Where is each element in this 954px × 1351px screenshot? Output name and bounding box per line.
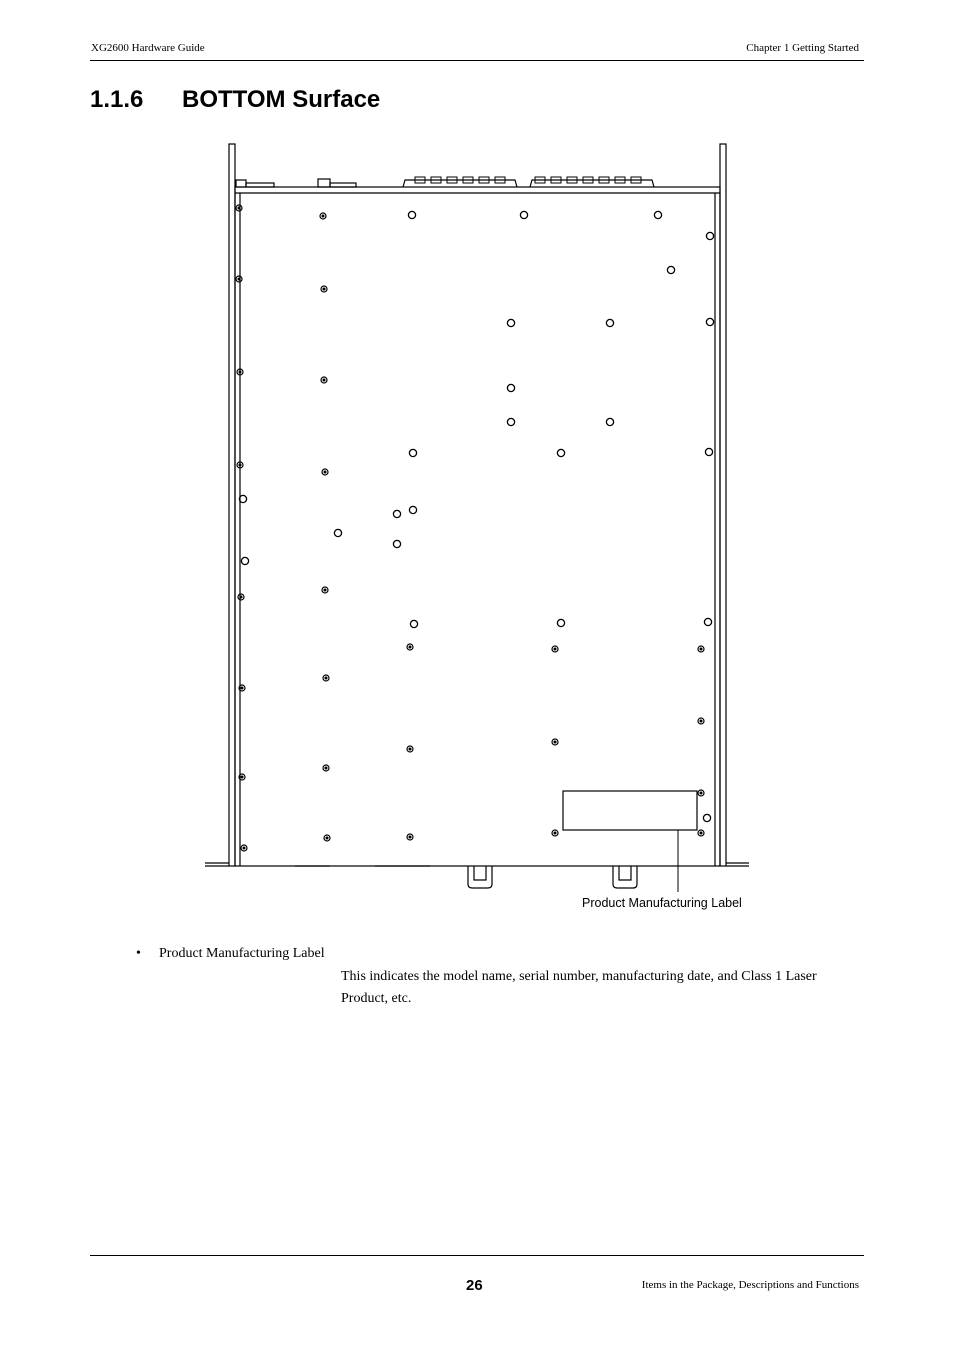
screw-rivet-center [700,720,702,722]
mounting-hole [393,540,400,547]
device-bottom-drawing [200,140,760,920]
screw-rivet-center [241,687,243,689]
screw-rivet-center [243,847,245,849]
mounting-hole [393,510,400,517]
mounting-hole [410,620,417,627]
bottom-surface-figure [200,140,760,920]
screw-rivet-center [323,379,325,381]
mounting-hole [409,449,416,456]
mounting-hole [241,557,248,564]
screw-rivet-center [409,646,411,648]
footer-section: Items in the Package, Descriptions and Functions [641,1279,859,1291]
mounting-hole [408,211,415,218]
screw-rivet-center [554,648,556,650]
mounting-hole [705,448,712,455]
screw-rivet-center [325,767,327,769]
screw-rivet-center [322,215,324,217]
mounting-hole [667,266,674,273]
screw-rivet-center [324,471,326,473]
port-connector [330,183,356,187]
port-connector [318,179,330,187]
screw-rivet-center [700,832,702,834]
screw-rivet-center [241,776,243,778]
mounting-hole [557,449,564,456]
screw-rivet-center [700,648,702,650]
mounting-hole [520,211,527,218]
screw-rivet-center [239,371,241,373]
product-manufacturing-label [563,791,697,830]
section-heading [90,86,380,114]
header-rule [90,60,864,61]
screw-rivet-center [239,464,241,466]
item-description: This indicates the model name, serial number, manufacturing date, and Class 1 Laser Product, etc. [341,969,817,1006]
screw-rivet-center [409,836,411,838]
header-chapter: Chapter 1 Getting Started [746,42,859,54]
section-title: BOTTOM Surface [182,86,381,113]
screw-rivet-center [554,832,556,834]
screw-rivet-center [323,288,325,290]
screw-rivet-center [240,596,242,598]
footer-rule [90,1255,864,1256]
mounting-hole [703,814,710,821]
screw-rivet-center [409,748,411,750]
callout-label: Product Manufacturing Label [582,896,742,910]
handle [468,866,492,888]
screw-rivet-center [554,741,556,743]
mounting-hole [557,619,564,626]
chassis-outline [235,187,720,866]
mounting-hole [507,319,514,326]
left-rack-ear [229,144,235,866]
mounting-hole [606,418,613,425]
port-connector [236,180,246,187]
mounting-hole [704,618,711,625]
section-number: 1.1.6 [90,86,144,113]
mounting-hole [706,318,713,325]
handle [613,866,637,888]
port-connector [246,183,274,187]
screw-rivet-center [324,589,326,591]
screw-rivet-center [238,207,240,209]
mounting-hole [606,319,613,326]
right-rack-ear [720,144,726,866]
screw-rivet-center [700,792,702,794]
item-bullet [136,946,325,962]
header-doc-title: XG2600 Hardware Guide [91,42,205,54]
screw-rivet-center [326,837,328,839]
mounting-hole [507,384,514,391]
mounting-hole [334,529,341,536]
mounting-hole [706,232,713,239]
mounting-hole [409,506,416,513]
item-name: Product Manufacturing Label [159,946,325,961]
mounting-hole [507,418,514,425]
page-number: 26 [466,1277,483,1294]
screw-rivet-center [325,677,327,679]
mounting-hole [654,211,661,218]
bullet-marker: • [136,946,141,961]
screw-rivet-center [238,278,240,280]
